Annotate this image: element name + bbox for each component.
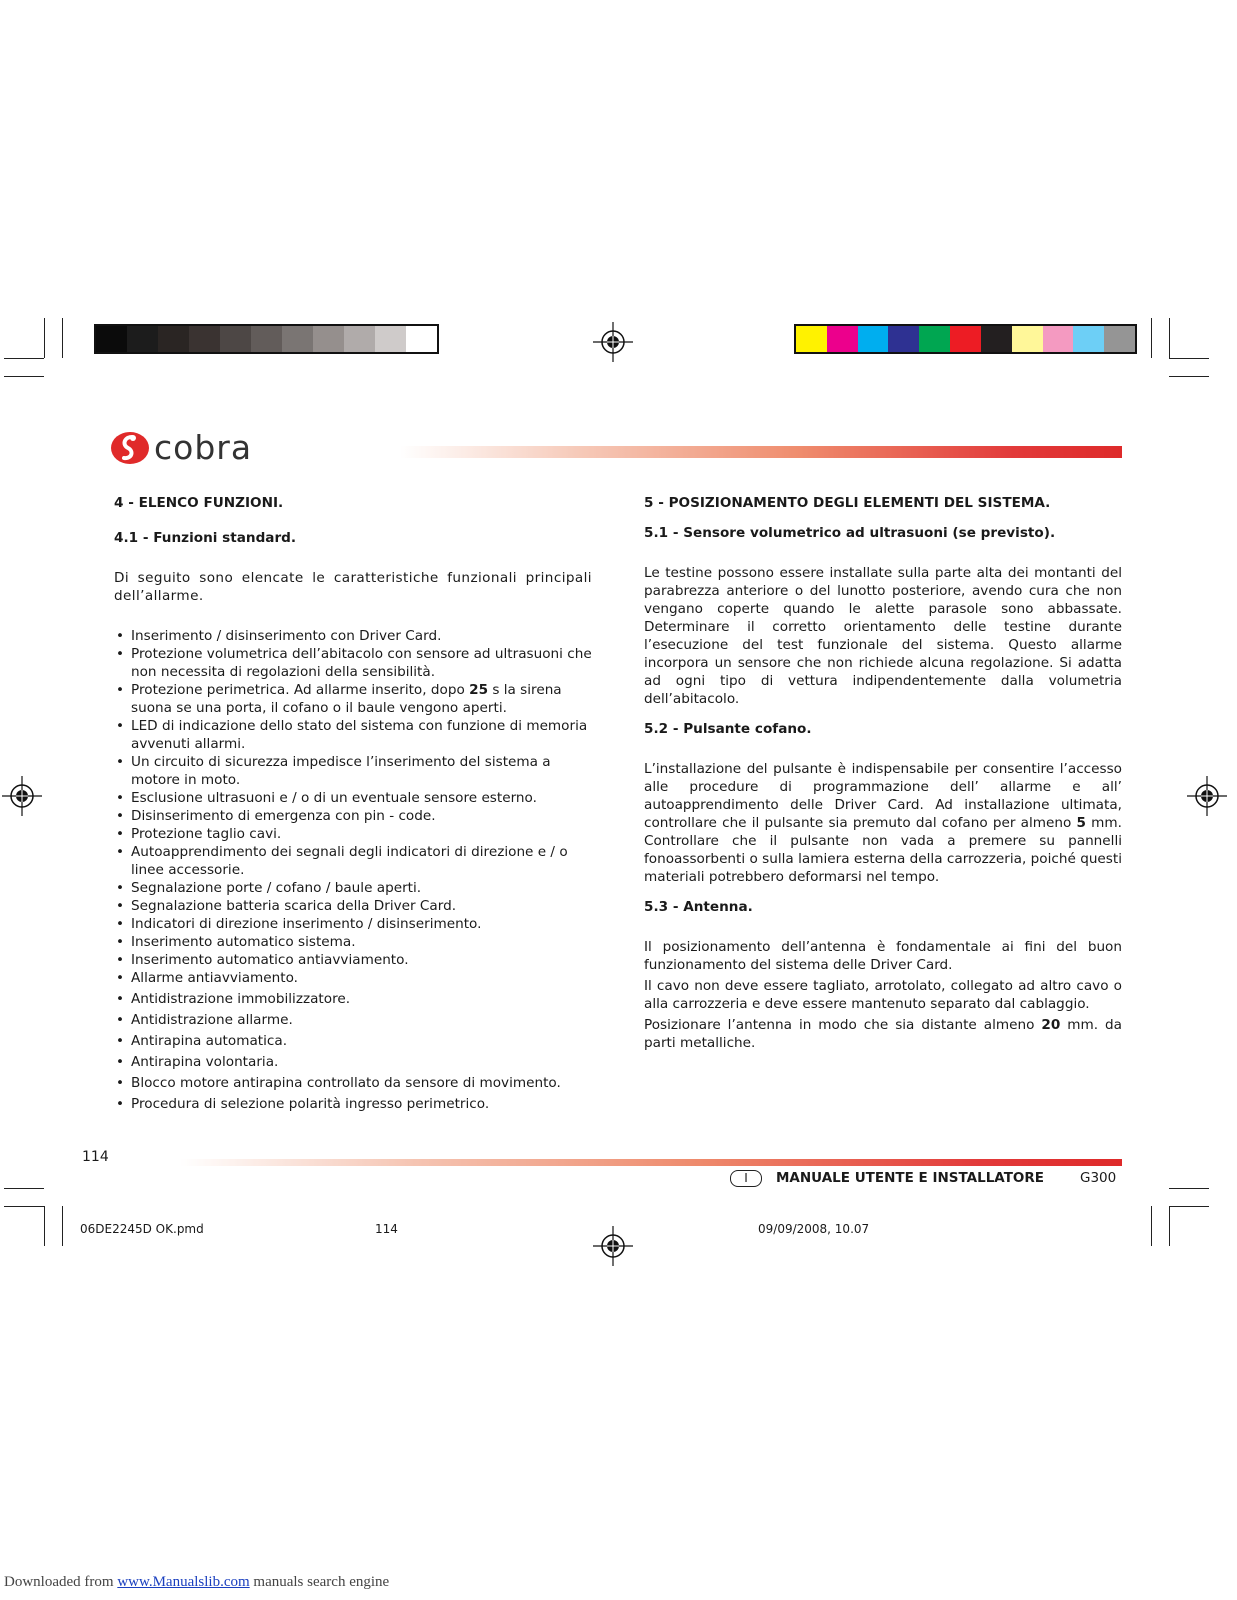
color-swatch	[796, 326, 827, 352]
subsection-heading: 4.1 - Funzioni standard.	[114, 530, 297, 546]
list-item	[114, 990, 592, 1008]
list-item	[114, 969, 592, 987]
color-swatch	[282, 326, 313, 352]
color-swatch	[158, 326, 189, 352]
color-swatch	[1012, 326, 1043, 352]
text-run: mm. da parti metalliche.	[644, 1017, 1122, 1051]
file-date: 09/09/2008, 10.07	[758, 1222, 870, 1236]
text-run: Autoapprendimento dei segnali degli indicatori di direzione e / o linee accessorie.	[131, 844, 568, 878]
list-item	[114, 825, 592, 843]
section-heading: 4 - ELENCO FUNZIONI.	[114, 495, 284, 511]
cobra-logo	[110, 428, 252, 467]
color-swatch	[888, 326, 919, 352]
text-run: Protezione volumetrica dell’abitacolo con sensore ad ultrasuoni che non necessita di regolazioni della sensibilità.	[131, 646, 592, 680]
list-item	[114, 915, 592, 933]
text-run: Segnalazione batteria scarica della Driver Card.	[131, 898, 457, 914]
text-run: Antidistrazione allarme.	[131, 1012, 293, 1028]
text-run: Antirapina volontaria.	[131, 1054, 279, 1070]
cobra-snake-icon	[110, 431, 150, 465]
text-run: Inserimento automatico antiavviamento.	[131, 952, 409, 968]
model-code: G300	[1080, 1170, 1117, 1186]
subsection-heading: 5.1 - Sensore volumetrico ad ultrasuoni (se previsto).	[644, 525, 1056, 541]
bold-value: 5	[1076, 815, 1086, 831]
list-item	[114, 717, 592, 753]
list-item	[114, 645, 592, 681]
text-run: L’installazione del pulsante è indispensabile per consentire l’accesso alle procedure di programmazione dell’ allarme e all’ autoapprendimento delle Driver Card. Ad installazione ultimata, controllare che il pulsante sia premuto dal cofano per almeno	[644, 761, 1122, 831]
text-run: Downloaded from	[4, 1574, 118, 1590]
download-footer	[4, 1574, 389, 1591]
registration-mark-icon	[593, 322, 633, 362]
list-item	[114, 1032, 592, 1050]
antenna-paragraph-1: Il posizionamento dell’antenna è fondamentale ai fini del buon funzionamento del sistema delle Driver Card.	[644, 939, 1122, 973]
list-item	[114, 627, 592, 645]
left-column	[114, 494, 592, 1113]
list-item	[114, 1074, 592, 1092]
text-run: mm. Controllare che il pulsante non vada a premere su pannelli fonoassorbenti o sulla lamiera esterna della carrozzeria, poiché questi materiali potrebbero deformarsi nel tempo.	[644, 815, 1122, 885]
antenna-paragraph-2: Il cavo non deve essere tagliato, arrotolato, collegato ad altro cavo o alla carrozzeria e deve essere mantenuto separato dal cablaggio.	[644, 978, 1122, 1012]
registration-mark-icon	[2, 776, 42, 816]
sensor-paragraph: Le testine possono essere installate sulla parte alta dei montanti del parabrezza anteriore o del lunotto posteriore, avendo cura che non vengano coperte quando le alette parasole sono abbassate. Determinare il corretto orientamento delle testine durante l’esecuzione del test funzionale del sistema. Questo allarme incorpora un sensore che non richiede alcuna regolazione. Si adatta ad ogni tipo di vettura indipendentemente dalla volumetria dell’abitacolo.	[644, 565, 1122, 707]
footer-gradient-bar	[180, 1159, 1122, 1166]
language-badge: I	[730, 1170, 762, 1187]
color-swatch	[1073, 326, 1104, 352]
text-run: Allarme antiavviamento.	[131, 970, 298, 986]
color-swatch	[313, 326, 344, 352]
file-page: 114	[375, 1222, 398, 1236]
color-swatch	[96, 326, 127, 352]
list-item	[114, 951, 592, 969]
color-swatch	[344, 326, 375, 352]
text-run: Antidistrazione immobilizzatore.	[131, 991, 351, 1007]
text-run: Blocco motore antirapina controllato da sensore di movimento.	[131, 1075, 561, 1091]
list-item	[114, 753, 592, 789]
list-item	[114, 1011, 592, 1029]
button-paragraph	[644, 760, 1122, 886]
text-run: Un circuito di sicurezza impedisce l’inserimento del sistema a motore in moto.	[131, 754, 551, 788]
list-item	[114, 1095, 592, 1113]
color-swatch	[981, 326, 1012, 352]
intro-paragraph: Di seguito sono elencate le caratteristiche funzionali principali dell’allarme.	[114, 570, 592, 604]
registration-mark-icon	[593, 1226, 633, 1266]
manual-title: MANUALE UTENTE E INSTALLATORE	[776, 1170, 1045, 1186]
bold-value: 25	[469, 682, 489, 698]
text-run: Indicatori di direzione inserimento / disinserimento.	[131, 916, 482, 932]
manualslib-link[interactable]: www.Manualslib.com	[117, 1574, 250, 1590]
list-item	[114, 1053, 592, 1071]
file-name: 06DE2245D OK.pmd	[80, 1222, 204, 1236]
color-swatch	[950, 326, 981, 352]
text-run: manuals search engine	[249, 1574, 390, 1590]
color-swatch	[220, 326, 251, 352]
text-run: Disinserimento di emergenza con pin - code.	[131, 808, 436, 824]
text-run: Segnalazione porte / cofano / baule aperti.	[131, 880, 422, 896]
antenna-paragraph-3	[644, 1016, 1122, 1052]
list-item	[114, 807, 592, 825]
color-swatch	[827, 326, 858, 352]
text-run: Protezione taglio cavi.	[131, 826, 282, 842]
list-item	[114, 897, 592, 915]
bold-value: 20	[1041, 1017, 1061, 1033]
grayscale-swatch-bar	[94, 324, 439, 354]
right-column	[644, 494, 1122, 1052]
list-item	[114, 933, 592, 951]
logo-text: cobra	[154, 428, 253, 467]
subsection-heading: 5.3 - Antenna.	[644, 899, 753, 915]
color-swatch-bar	[794, 324, 1137, 354]
color-swatch	[375, 326, 406, 352]
text-run: Posizionare l’antenna in modo che sia distante almeno	[644, 1017, 1042, 1033]
list-item	[114, 789, 592, 807]
color-swatch	[251, 326, 282, 352]
text-run: Inserimento / disinserimento con Driver Card.	[131, 628, 442, 644]
text-run: Protezione perimetrica. Ad allarme inserito, dopo	[131, 682, 470, 698]
list-item	[114, 879, 592, 897]
feature-list	[114, 627, 592, 1113]
section-heading: 5 - POSIZIONAMENTO DEGLI ELEMENTI DEL SISTEMA.	[644, 495, 1051, 511]
text-run: Procedura di selezione polarità ingresso perimetrico.	[131, 1096, 490, 1112]
color-swatch	[189, 326, 220, 352]
page-number: 114	[82, 1149, 109, 1165]
color-swatch	[919, 326, 950, 352]
text-run: LED di indicazione dello stato del sistema con funzione di memoria avvenuti allarmi.	[131, 718, 588, 752]
color-swatch	[127, 326, 158, 352]
subsection-heading: 5.2 - Pulsante cofano.	[644, 721, 812, 737]
color-swatch	[1043, 326, 1074, 352]
list-item	[114, 681, 592, 717]
text-run: Esclusione ultrasuoni e / o di un eventuale sensore esterno.	[131, 790, 537, 806]
color-swatch	[406, 326, 437, 352]
color-swatch	[858, 326, 889, 352]
color-swatch	[1104, 326, 1135, 352]
header-gradient-bar	[400, 446, 1122, 458]
registration-mark-icon	[1187, 776, 1227, 816]
text-run: Inserimento automatico sistema.	[131, 934, 356, 950]
list-item	[114, 843, 592, 879]
text-run: s la sirena suona se una porta, il cofano o il baule vengono aperti.	[131, 682, 562, 716]
text-run: Antirapina automatica.	[131, 1033, 288, 1049]
